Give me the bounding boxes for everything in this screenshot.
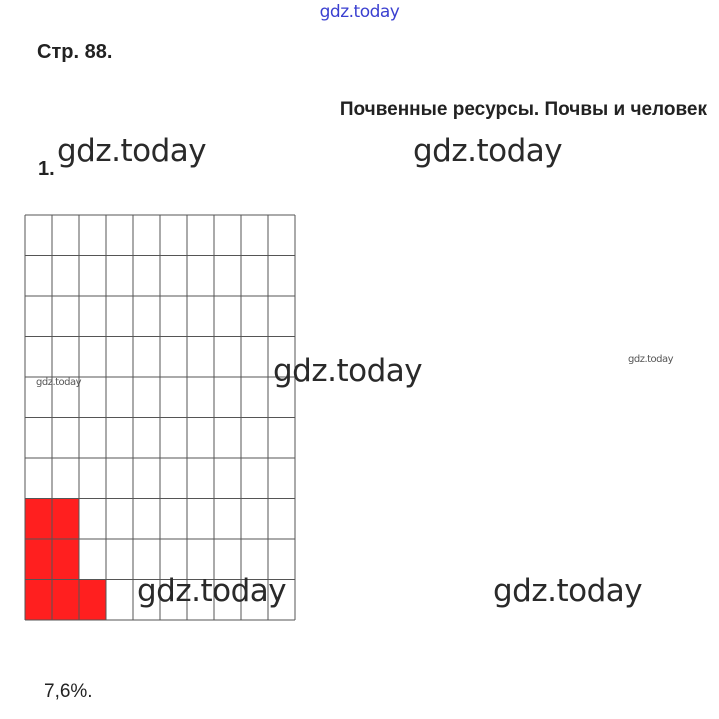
top-watermark: gdz.today [319, 2, 400, 22]
page-number: Стр. 88. [37, 41, 113, 63]
filled-cell [52, 580, 79, 621]
watermark: gdz.today [137, 573, 287, 609]
watermark: gdz.today [273, 353, 423, 389]
filled-cell [25, 499, 52, 540]
answer-text: 7,6%. [44, 681, 93, 702]
watermark: gdz.today [628, 354, 674, 365]
filled-cell [79, 580, 106, 621]
filled-cell [25, 580, 52, 621]
watermark: gdz.today [36, 377, 82, 388]
filled-cell [52, 499, 79, 540]
section-title: Почвенные ресурсы. Почвы и человек [339, 99, 707, 120]
watermark: gdz.today [413, 133, 563, 169]
watermark: gdz.today [57, 133, 207, 169]
filled-cell [52, 539, 79, 580]
filled-cell [25, 539, 52, 580]
task-number: 1. [38, 158, 55, 180]
watermark: gdz.today [493, 573, 643, 609]
